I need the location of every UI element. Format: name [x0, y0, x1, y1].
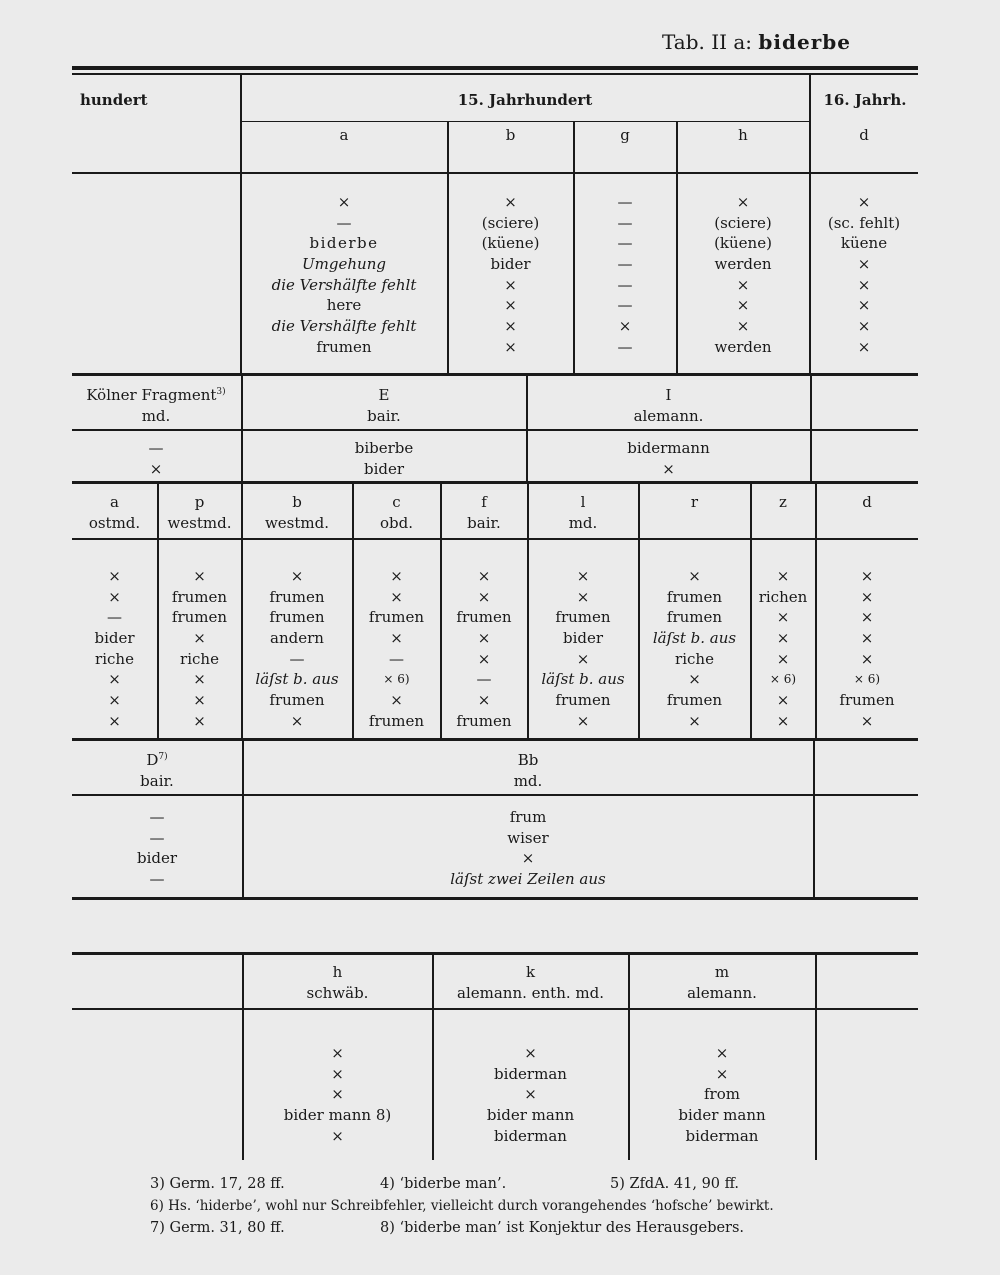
- cell: (sciere): [481, 213, 540, 232]
- s4-D-head: [72, 750, 242, 792]
- cell: from: [704, 1085, 740, 1104]
- cell: ×: [108, 691, 121, 710]
- cell: ×: [776, 629, 790, 648]
- E-sig: E: [378, 386, 390, 404]
- cell: ×: [108, 670, 121, 689]
- cell: frumen: [456, 711, 512, 730]
- cell: die Vershälfte fehlt: [271, 275, 417, 294]
- cell: ×: [149, 460, 163, 478]
- cell: ×: [390, 691, 403, 710]
- cell: ×: [504, 275, 517, 294]
- s1-sig-h: h: [738, 126, 748, 144]
- cell: ×: [576, 711, 590, 730]
- s1-sig-a: a: [339, 126, 349, 144]
- cell: —: [389, 649, 404, 668]
- cell: bider: [562, 629, 604, 648]
- cell: biderbe: [309, 234, 379, 253]
- sig: h: [332, 963, 343, 981]
- cell: ×: [108, 711, 121, 730]
- cell: ×: [860, 711, 874, 730]
- cell: (küene): [714, 234, 772, 253]
- s1-top-rule: [72, 73, 918, 75]
- s2-kf-head: [72, 385, 240, 427]
- cell: —: [617, 275, 633, 294]
- cell: ×: [524, 1044, 537, 1062]
- cell: küene: [840, 234, 888, 253]
- footnote-5: 5) ZfdA. 41, 90 ff.: [610, 1176, 740, 1192]
- s1-subhead-rule: [241, 121, 809, 122]
- cell: —: [107, 608, 122, 627]
- sig: a: [110, 493, 119, 511]
- s1-top-double-rule: [72, 66, 918, 70]
- s3-head-d: [816, 492, 918, 513]
- s3-head-p: [158, 492, 241, 534]
- cell: ×: [576, 567, 590, 585]
- footnote-3: 3) Germ. 17, 28 ff.: [150, 1176, 285, 1192]
- cell: —: [617, 296, 633, 315]
- D-dia: bair.: [140, 772, 174, 790]
- cell: ×: [662, 460, 675, 478]
- cell: ×: [477, 567, 491, 585]
- cell: riche: [180, 649, 219, 668]
- sig: c: [392, 493, 401, 511]
- s1-sig-d: d: [859, 126, 869, 144]
- sig: k: [525, 963, 536, 981]
- cell: richen: [758, 587, 808, 606]
- cell: ×: [860, 629, 874, 648]
- s4-D-vals: [72, 807, 242, 890]
- dia: westmd.: [264, 514, 330, 532]
- cell: × 6): [853, 672, 881, 687]
- s1-col-g: [574, 192, 676, 358]
- s1-sig-b: b: [505, 126, 516, 144]
- s3-head-f: [441, 492, 527, 534]
- cell: —: [148, 439, 164, 457]
- s3-col-a: [72, 566, 157, 732]
- s3-head-a: [72, 492, 157, 534]
- cell: ×: [108, 587, 121, 606]
- cell: bider mann 8): [283, 1106, 392, 1125]
- E-dia: bair.: [367, 407, 401, 425]
- cell: (sc. fehlt): [827, 213, 901, 232]
- s5-top-rule: [72, 952, 918, 955]
- running-head-prefix: Tab. II a:: [662, 30, 753, 54]
- cell: frumen: [316, 337, 372, 356]
- footnote-7: 7) Germ. 31, 80 ff.: [150, 1220, 285, 1236]
- cell: —: [617, 255, 633, 274]
- s3-col-f: [441, 566, 527, 732]
- s3-col-p: [158, 566, 241, 732]
- s2-I-head: [527, 385, 810, 427]
- sig: r: [690, 493, 699, 511]
- s2-E-head: [242, 385, 526, 427]
- cell: ×: [193, 670, 206, 689]
- cell: biberbe: [354, 439, 414, 457]
- cell: ×: [524, 1085, 537, 1104]
- cell: ×: [860, 649, 874, 668]
- cell: frumen: [171, 587, 228, 606]
- cell: ×: [857, 275, 871, 294]
- cell: frum: [509, 808, 547, 826]
- cell: ×: [736, 193, 750, 211]
- s5-col-k: [433, 1043, 628, 1146]
- cell: läſst b. aus: [255, 670, 339, 689]
- cell: —: [289, 649, 305, 668]
- cell: ×: [776, 691, 790, 710]
- cell: ×: [290, 711, 304, 730]
- cell: läſst b. aus: [541, 670, 625, 689]
- cell: ×: [860, 587, 874, 606]
- dia: alemann.: [687, 984, 757, 1002]
- cell: bidermann: [627, 439, 710, 457]
- cell: —: [476, 670, 492, 689]
- cell: wiser: [507, 828, 549, 847]
- Bb-dia: md.: [513, 772, 543, 790]
- cell: frumen: [839, 691, 895, 710]
- cell: frumen: [269, 608, 325, 627]
- cell: frumen: [368, 608, 425, 627]
- s1-header-16: 16. Jahrh.: [823, 91, 907, 109]
- cell: Umgehung: [302, 255, 386, 274]
- I-dia: alemann.: [633, 407, 704, 425]
- sig: d: [862, 493, 872, 511]
- cell: ×: [688, 711, 701, 730]
- cell: werden: [714, 255, 772, 274]
- s1-header-left: hundert: [80, 91, 148, 109]
- sig: l: [580, 493, 586, 511]
- cell: ×: [776, 567, 790, 585]
- sig: p: [194, 493, 205, 511]
- cell: ×: [776, 711, 790, 730]
- s5-head-m: [629, 962, 815, 1004]
- cell: läſst zwei Zeilen aus: [450, 870, 606, 889]
- kf-sup: 3): [216, 387, 226, 397]
- dia: westmd.: [167, 514, 232, 532]
- cell: here: [326, 296, 362, 315]
- cell: frumen: [269, 587, 325, 606]
- cell: riche: [95, 649, 134, 668]
- s1-sig-g: g: [620, 126, 630, 144]
- footnote-8: 8) ‘biderbe man’ ist Konjektur des Herausgebers.: [380, 1220, 745, 1236]
- dia: md.: [568, 514, 598, 532]
- Bb-sig: Bb: [517, 751, 539, 769]
- cell: ×: [618, 317, 632, 336]
- cell: biderman: [494, 1064, 567, 1083]
- s2-bottom-rule: [72, 481, 918, 484]
- cell: ×: [504, 317, 517, 336]
- cell: ×: [857, 337, 871, 356]
- cell: bider: [136, 849, 178, 868]
- s4-bottom-rule: [72, 897, 918, 900]
- cell: läſst b. aus: [652, 629, 737, 648]
- footnote-6: 6) Hs. ‘hiderbe’, wohl nur Schreibfehler, vielleicht durch vorangehendes ‘hofsche’ bewirkt.: [150, 1198, 774, 1214]
- s4-Bb-head: [243, 750, 813, 792]
- s5-col-m: [629, 1043, 815, 1146]
- cell: —: [149, 828, 165, 847]
- s5-vline-4: [815, 955, 817, 1160]
- s3-col-z: [751, 566, 815, 732]
- cell: —: [149, 870, 165, 889]
- cell: ×: [193, 711, 206, 730]
- cell: ×: [857, 255, 871, 274]
- dia: alemann. enth. md.: [457, 984, 604, 1002]
- cell: ×: [504, 337, 517, 356]
- s2-head-rule: [72, 429, 918, 431]
- cell: frumen: [666, 608, 723, 627]
- cell: frumen: [555, 691, 611, 710]
- kf-label: Kölner Fragment: [86, 386, 217, 404]
- s3-col-r: [639, 566, 750, 732]
- s3-head-z: [751, 492, 815, 513]
- s5-head-h: [243, 962, 432, 1004]
- s1-col-h: [677, 192, 809, 358]
- sig: m: [714, 963, 730, 981]
- cell: ×: [477, 691, 491, 710]
- cell: ×: [193, 629, 206, 648]
- dia: ostmd.: [88, 514, 141, 532]
- s2-I-vals: [527, 438, 810, 480]
- dia: obd.: [379, 514, 413, 532]
- cell: ×: [337, 193, 351, 211]
- cell: —: [617, 193, 633, 211]
- dia: bair.: [467, 514, 501, 532]
- s3-head-c: [353, 492, 440, 534]
- cell: ×: [776, 649, 790, 668]
- cell: bider mann: [678, 1106, 766, 1125]
- cell: —: [617, 213, 633, 232]
- cell: ×: [504, 193, 517, 211]
- cell: ×: [736, 296, 750, 315]
- sig: z: [779, 493, 787, 511]
- cell: ×: [576, 587, 590, 606]
- cell: ×: [390, 629, 403, 648]
- cell: ×: [193, 567, 206, 585]
- cell: die Vershälfte fehlt: [271, 317, 417, 336]
- s4-head-rule: [72, 794, 918, 796]
- cell: ×: [860, 567, 874, 585]
- sig: b: [292, 493, 302, 511]
- s1-head-rule: [72, 172, 918, 174]
- s5-head-k: [433, 962, 628, 1004]
- cell: biderman: [685, 1126, 759, 1145]
- s3-col-l: [528, 566, 638, 732]
- running-head: [662, 30, 851, 54]
- cell: ×: [736, 317, 750, 336]
- cell: bider: [490, 255, 531, 274]
- s4-vline-right: [813, 741, 815, 899]
- cell: frumen: [666, 691, 723, 710]
- cell: ×: [331, 1064, 344, 1083]
- I-sig: I: [665, 386, 672, 404]
- s3-head-l: [528, 492, 638, 534]
- cell: bider mann: [486, 1106, 575, 1125]
- cell: ×: [193, 691, 206, 710]
- cell: frumen: [456, 608, 512, 627]
- s1-bottom-rule: [72, 373, 918, 376]
- s4-Bb-vals: [243, 807, 813, 890]
- cell: —: [617, 234, 633, 253]
- cell: ×: [857, 296, 871, 315]
- running-head-word: biderbe: [758, 30, 851, 54]
- cell: —: [336, 213, 352, 232]
- cell: frumen: [171, 608, 228, 627]
- cell: ×: [860, 608, 874, 627]
- cell: frumen: [555, 608, 611, 627]
- cell: (sciere): [714, 213, 772, 232]
- cell: × 6): [383, 672, 410, 687]
- cell: ×: [390, 587, 403, 606]
- cell: bider: [94, 629, 135, 648]
- cell: werden: [714, 337, 772, 356]
- cell: ×: [477, 649, 491, 668]
- cell: biderman: [494, 1126, 567, 1145]
- cell: ×: [688, 670, 701, 689]
- s3-head-b: [242, 492, 352, 534]
- cell: riche: [675, 649, 714, 668]
- s2-kf-vals: [72, 438, 240, 480]
- cell: ×: [390, 567, 403, 585]
- cell: —: [617, 337, 633, 356]
- cell: ×: [688, 567, 701, 585]
- cell: ×: [504, 296, 517, 315]
- footnote-4: 4) ‘biderbe man’.: [380, 1176, 507, 1192]
- s1-col-a: [241, 192, 447, 358]
- cell: ×: [715, 1044, 729, 1062]
- cell: ×: [521, 849, 535, 868]
- cell: frumen: [368, 711, 425, 730]
- cell: ×: [477, 629, 491, 648]
- D-sig: D: [146, 751, 159, 769]
- cell: ×: [290, 567, 304, 585]
- cell: ×: [108, 567, 121, 585]
- s3-col-d: [816, 566, 918, 732]
- cell: ×: [776, 608, 790, 627]
- cell: × 6): [769, 672, 797, 687]
- s3-head-r: [639, 492, 750, 513]
- cell: ×: [715, 1064, 729, 1083]
- cell: andern: [270, 629, 324, 648]
- sig: f: [481, 493, 487, 511]
- cell: ×: [576, 649, 590, 668]
- cell: ×: [331, 1085, 344, 1104]
- s3-bottom-rule: [72, 738, 918, 741]
- s3-col-b: [242, 566, 352, 732]
- s1-header-15: 15. Jahrhundert: [457, 91, 593, 109]
- cell: ×: [331, 1044, 344, 1062]
- cell: frumen: [269, 691, 325, 710]
- cell: ×: [477, 587, 491, 606]
- dia: schwäb.: [306, 984, 369, 1002]
- s3-col-c: [353, 566, 440, 732]
- cell: bider: [363, 460, 405, 478]
- cell: ×: [857, 317, 871, 336]
- s5-head-rule: [72, 1008, 918, 1010]
- D-sup: 7): [158, 752, 168, 762]
- s1-col-b: [448, 192, 573, 358]
- cell: (küene): [481, 234, 540, 253]
- kf-sub: md.: [141, 407, 171, 425]
- s3-head-rule: [72, 538, 918, 540]
- s1-col-d: [810, 192, 918, 358]
- cell: —: [149, 808, 165, 826]
- s5-col-h: [243, 1043, 432, 1146]
- cell: ×: [857, 193, 871, 211]
- cell: frumen: [666, 587, 723, 606]
- s2-E-vals: [242, 438, 526, 480]
- cell: ×: [331, 1126, 344, 1145]
- cell: ×: [736, 275, 750, 294]
